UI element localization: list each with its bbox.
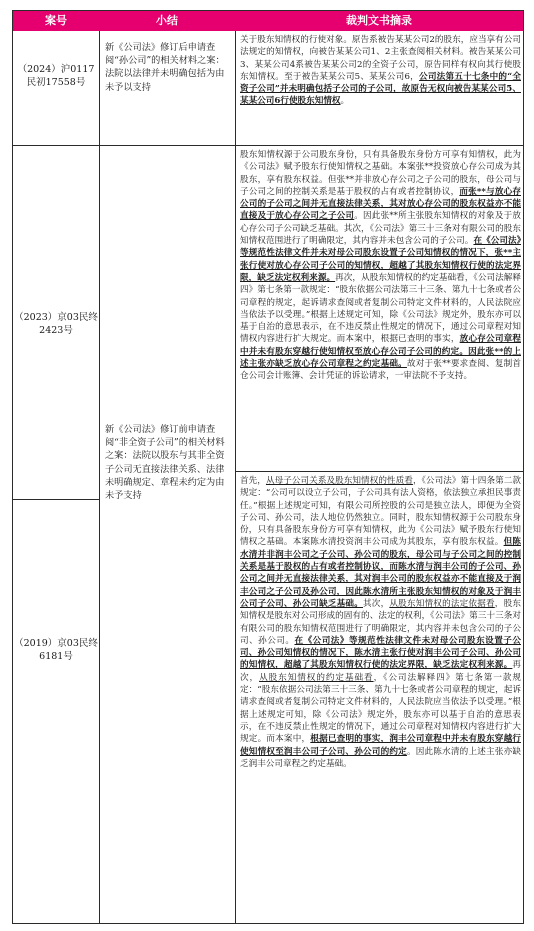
excerpt-text: 。因此张**所主张股东知情权的对象及于放心存公司子公司缺乏基础。其次，《公司法》第三十三条对有限公司的股东知情权范围进行了明确限定，其内容并未包含公司的子公司。 <box>240 211 521 247</box>
excerpt-text: 股东知情权源于公司股东身份，只有具备股东身份方可享有知情权，此为《公司法》赋予股东行使知情权之基础。本案张**投资放心存公司成为其股东，享有股东权益。但张**并非放心存公司之子公司的股东，母公司与子公司之间的控制关系是基于股权的占有或者控制协议， <box>240 150 521 197</box>
excerpt-text: 。 <box>340 96 350 107</box>
excerpt-text: 再次， <box>240 660 521 683</box>
excerpt-highlight: 在《公司法》等规范性法律文件未对母公司股东设置子公司、孙公司知情权的情况下，陈水清主张行使对润丰公司子公司、孙公司的知情权，超越了其股东知情权行使的法定界限，缺乏法定权利来源。 <box>240 635 521 671</box>
excerpt-highlight: 但陈水清并非润丰公司之子公司、孙公司的股东，母公司与子公司之间的控制关系是基于股权的占有或者控制协议，而陈水清与润丰公司的子公司、孙公司之间并无直接法律关系，其对润丰公司的股东权益亦不能直接及于润丰公司之子公司及孙公司，因此陈水清所主张股东知情权的对象及于润丰公司子公司、孙公司缺乏基础。 <box>240 537 521 609</box>
excerpt-highlight: 公司法第五十七条中的“全资子公司”并未明确包括子公司的子公司，故原告无权向被告某某公司5、某某公司6行使股东知情权 <box>240 71 521 107</box>
excerpt-underline: 从股东知情权的约定基础看 <box>259 672 374 683</box>
summary-row1: 新《公司法》修订后申请查阅“孙公司”的相关材料之案：法院以法律并未明确包括为由未予以支持 <box>105 42 225 93</box>
row-divider <box>235 471 523 472</box>
excerpt-text: 首先， <box>240 476 266 486</box>
header-summary: 小结 <box>156 14 178 27</box>
row-divider <box>13 499 99 500</box>
excerpt-row3 <box>240 475 521 770</box>
excerpt-text: ，《公司法解释四》第七条第一款规定：“股东依据公司法第三十三条、第九十七条或者公司章程的规定，起诉请求查阅或者复制公司特定文件材料的，人民法院应当依法予以受理。”根据上述规定可知，除《公司法》规定外，股东亦可以基于自治的意思表示，在不违反禁止性规定的情况下，通过公司章程对知情权内容进行扩大规定。而本案中， <box>240 672 521 745</box>
excerpt-text: 再次，从股东知情权的约定基础看，《公司法解释四》第七条第一款规定：“股东依据公司法第三十三条、第九十七条或者公司章程的规定，起诉请求查阅或者复制公司特定文件材料的，人民法院应当依法予以受理。”根据上述规定可知，除《公司法》规定外，股东亦可以基于自治的意思表示，在不违反禁止性规定的情况下，通过公司章程对知情权内容进行扩大规定。而本案中，根据已查明的事实， <box>240 272 521 345</box>
excerpt-highlight: 而张**与放心存公司的子公司之间并无直接法律关系 <box>240 186 521 210</box>
column-divider <box>235 31 236 923</box>
excerpt-underline: 从母子公司关系及股东知情权的性质看 <box>265 476 413 486</box>
excerpt-text: 关于股东知情权的行使对象。原告系被告某某公司2的股东，应当享有公司法规定的知情权，向被告某某公司1、2主张查阅相关材料。被告某某公司3、某某公司4系被告某某公司2的全资子公司，原告同样有权向其行使股东知情权。至于被告某某公司5、某某公司6， <box>240 35 521 82</box>
excerpt-text: ，股东知情权是股东对公司形成的固有的、法定的权利，《公司法》第三十三条对有限公司的股东知情权范围进行了明确限定，其内容并未包含公司的子公司、孙公司。 <box>240 598 521 646</box>
excerpt-highlight: ，其对放心存公司的股东权益亦不能直接及于放心存公司之子公司 <box>240 199 521 222</box>
excerpt-text: 其次， <box>363 598 390 609</box>
summary-row2-3: 新《公司法》修订前申请查阅“非全资子公司”的相关材料之案：法院以股东与其非全资子公司无直接法律关系、法律未明确规定、章程未约定为由未予支持 <box>105 424 225 502</box>
excerpt-underline: 从股东知情权的法定依据看 <box>389 598 495 609</box>
excerpt-highlight: 在《公司法》等规范性法律文件并未对母公司股东设置子公司知情权的情况下，张**主张行使对放心存公司子公司的知情权，超越了其股东知情权行使的法定界限，缺乏法定权利来源。 <box>240 236 521 283</box>
case-number-row2: （2023）京03民终2423号 <box>14 312 98 336</box>
case-number-row1: （2024）沪0117民初17558号 <box>17 64 95 88</box>
case-number-row3: （2019）京03民终6181号 <box>14 638 98 662</box>
excerpt-text: 故对于张**要求查阅、复制首仓公司会计账簿、会计凭证的诉讼请求，一审法院不予支持。 <box>240 359 521 382</box>
header-case-number: 案号 <box>45 14 67 27</box>
excerpt-row1 <box>240 34 521 108</box>
case-table <box>12 10 524 924</box>
excerpt-highlight: 根据已查明的事实，润丰公司章程中并未有股东穿越行使知情权至润丰公司子公司、孙公司的约定 <box>240 734 521 757</box>
excerpt-text: ，《公司法》第十四条第二款规定：“公司可以设立子公司，子公司具有法人资格，依法独立承担民事责任。”根据上述规定可知，有限公司所控股的公司是独立法人，即便为全资子公司、孙公司，法人地位仍然独立。同时，股东知情权源于公司股东身份，只有具备股东身份方可享有知情权，此为《公司法》赋予股东行使知情权之基础。本案陈水清投资润丰公司成为其股东，享有股东权益。 <box>240 476 521 548</box>
excerpt-row2 <box>240 149 521 383</box>
header-excerpt: 裁判文书摘录 <box>346 14 412 27</box>
excerpt-highlight: 放心存公司章程中并未有股东穿越行使知情权至放心存公司子公司的约定。因此张**的上述主张亦缺乏放心存公司章程之约定基础。 <box>240 334 521 370</box>
excerpt-text: 。因此陈水清的上述主张亦缺乏润丰公司章程之约定基础。 <box>240 746 521 769</box>
table-header <box>13 11 523 31</box>
column-divider <box>99 31 100 923</box>
row-divider <box>13 145 523 146</box>
